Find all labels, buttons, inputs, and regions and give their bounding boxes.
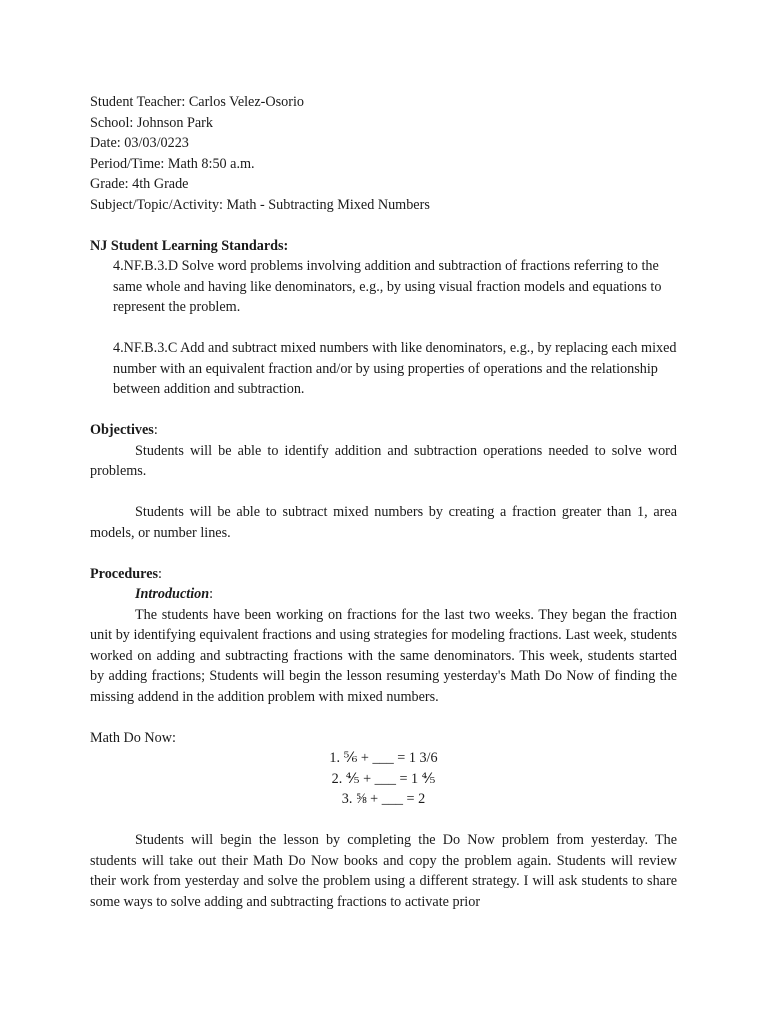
procedures-section <box>90 564 677 913</box>
do-now-item: 2. ⅘ + ___ = 1 ⅘ <box>331 770 436 787</box>
school-line: School: Johnson Park <box>90 114 213 131</box>
do-now-list <box>90 748 677 810</box>
introduction-paragraph: The students have been working on fractions for the last two weeks. They began the fraction unit by identifying equivalent fractions and using strategies for modeling fractions. Last week, students worked on adding and subtracting fractions with the same denominators. This week, students started by adding fractions; Students will begin the lesson resuming yesterday's Math Do Now of finding the missing addend in the addition problem with mixed numbers. <box>90 606 677 705</box>
objectives-colon: : <box>153 422 158 438</box>
standard-item: 4.NF.B.3.D Solve word problems involving addition and subtraction of fractions referring to the same whole and having like denominators, e.g., by using visual fraction models and equations to represent the problem. <box>113 258 662 315</box>
standard-item: 4.NF.B.3.C Add and subtract mixed numbers with like denominators, e.g., by replacing each mixed number with an equivalent fraction and/or by using properties of operations and the relationship between addition and subtraction. <box>113 340 677 397</box>
introduction-heading: Introduction <box>135 586 210 602</box>
objectives-heading: Objectives <box>90 422 154 438</box>
standards-heading: NJ Student Learning Standards: <box>90 237 289 254</box>
objectives-heading-line <box>90 420 677 441</box>
lesson-plan-document <box>90 92 677 912</box>
procedures-heading: Procedures <box>90 565 159 582</box>
introduction-heading-line <box>90 584 677 605</box>
subject-line: Subject/Topic/Activity: Math - Subtracting Mixed Numbers <box>90 196 430 213</box>
objectives-section <box>90 420 677 543</box>
objective-item: Students will be able to identify addition and subtraction operations needed to solve word problems. <box>90 442 677 479</box>
procedures-colon: : <box>158 565 162 582</box>
closing-paragraph: Students will begin the lesson by completing the Do Now problem from yesterday. The students will take out their Math Do Now books and copy the problem again. Students will review their work from yesterday and solve the problem using a different strategy. I will ask students to share some ways to solve adding and subtracting fractions to activate prior <box>90 832 677 910</box>
do-now-item: 1. ⅚ + ___ = 1 3/6 <box>329 750 438 766</box>
header-block <box>90 92 677 215</box>
do-now-item: 3. ⅝ + ___ = 2 <box>341 791 426 807</box>
objective-item: Students will be able to subtract mixed numbers by creating a fraction greater than 1, area models, or number lines. <box>90 504 677 541</box>
date-line: Date: 03/03/0223 <box>90 135 189 151</box>
grade-line: Grade: 4th Grade <box>90 176 189 192</box>
procedures-heading-line <box>90 564 677 585</box>
student-teacher-line: Student Teacher: Carlos Velez-Osorio <box>90 94 304 110</box>
period-time-line: Period/Time: Math 8:50 a.m. <box>90 155 255 172</box>
do-now-label: Math Do Now: <box>90 729 176 746</box>
standards-section <box>90 236 677 400</box>
introduction-colon: : <box>209 586 214 602</box>
